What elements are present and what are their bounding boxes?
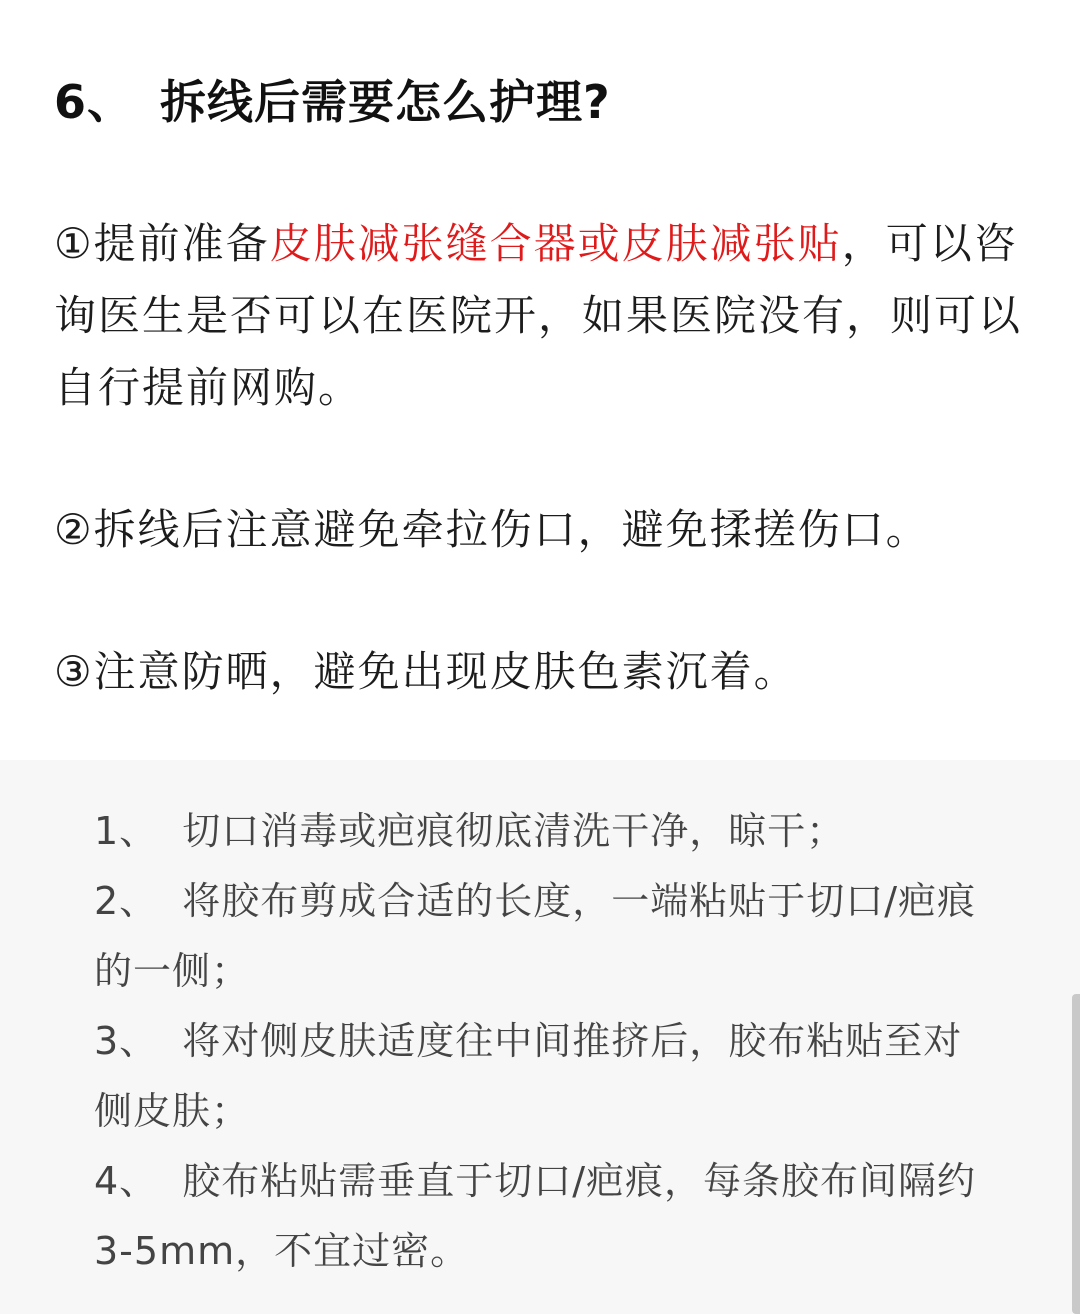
tip-1-highlight: 皮肤减张缝合器或皮肤减张贴 [269, 219, 842, 268]
step-item-4 [94, 1146, 994, 1286]
step-number: 2、 [94, 879, 159, 923]
section-number: 6、 [54, 75, 135, 129]
step-text: 胶布粘贴需垂直于切口/疤痕，每条胶布间隔约3-5mm，不宜过密。 [94, 1159, 976, 1273]
tip-2-text: 拆线后注意避免牵拉伤口，避免揉搓伤口。 [93, 505, 930, 554]
scrollbar-thumb[interactable] [1072, 994, 1080, 1314]
step-number: 3、 [94, 1019, 159, 1063]
tip-3-text: 注意防晒，避免出现皮肤色素沉着。 [93, 647, 798, 696]
step-text: 将胶布剪成合适的长度，一端粘贴于切口/疤痕的一侧； [94, 879, 976, 993]
step-text: 将对侧皮肤适度往中间推挤后，胶布粘贴至对侧皮肤； [94, 1019, 963, 1133]
tip-3-marker: ③ [54, 647, 94, 696]
tip-1-text-before: 提前准备 [93, 219, 270, 268]
section-title: 拆线后需要怎么护理? [160, 75, 611, 129]
tip-1-text-after: ，可以咨询医生是否可以在医院开，如果医院没有，则可以自行提前网购。 [54, 219, 1023, 412]
steps-list [94, 796, 994, 1286]
step-text: 切口消毒或疤痕彻底清洗干净，晾干； [182, 809, 846, 853]
tip-2 [54, 494, 1034, 566]
step-item-2 [94, 866, 994, 1006]
embedded-steps-image [0, 760, 1080, 1314]
tip-1 [54, 208, 1034, 424]
tip-3 [54, 636, 1034, 708]
tip-2-marker: ② [54, 505, 94, 554]
section-heading [54, 62, 1034, 142]
step-item-1 [94, 796, 994, 866]
step-number: 1、 [94, 809, 159, 853]
step-item-3 [94, 1006, 994, 1146]
tip-1-marker: ① [54, 219, 94, 268]
step-number: 4、 [94, 1159, 159, 1203]
